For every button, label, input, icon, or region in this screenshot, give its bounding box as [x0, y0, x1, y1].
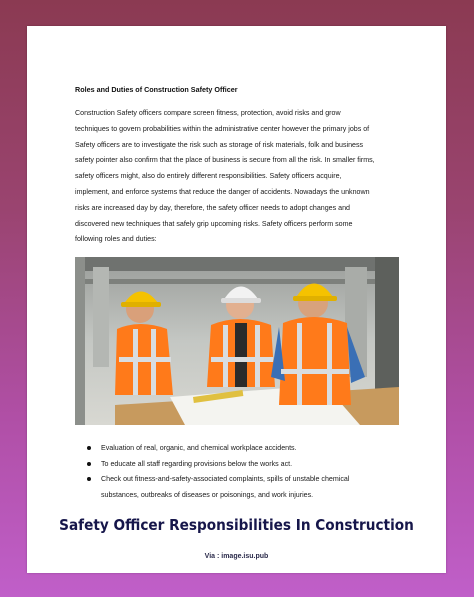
- paragraph-line: Construction Safety officers compare screen fitness, protection, avoid risks and grow: [75, 109, 341, 117]
- list-item: [85, 441, 405, 457]
- duties-list: [85, 441, 405, 503]
- paragraph-line: Safety officers are to investigate the risk such as storage of risk materials, folk and business: [75, 140, 364, 149]
- construction-workers-photo: [75, 257, 399, 425]
- paragraph-line: discovered new techniques that safely grip upcoming risks. Safety officers perform some: [75, 219, 353, 228]
- list-item-text: To educate all staff regarding provisions below the works act.: [101, 459, 293, 468]
- list-item: [85, 457, 405, 473]
- document-page: [27, 26, 446, 573]
- source-credit: Via : image.isu.pub: [204, 553, 269, 560]
- list-item-text: Evaluation of real, organic, and chemical workplace accidents.: [101, 444, 297, 452]
- paragraph-line: techniques to govern probabilities within the administrative center however the primary jobs of: [75, 124, 370, 133]
- paragraph-line: safety pointer also confirm that the place of business is secure from all the risk. In smaller firms,: [75, 156, 375, 165]
- paragraph-line: safety officers might, also do entirely different responsibilities. Safety officers acquire,: [75, 172, 342, 181]
- document-heading: Roles and Duties of Construction Safety Officer: [75, 85, 238, 94]
- bullet-icon: [87, 462, 91, 466]
- bullet-icon: [87, 477, 91, 481]
- list-item: [85, 472, 405, 488]
- list-item-continuation: substances, outbreaks of diseases or poisonings, and work injuries.: [101, 490, 314, 499]
- bullet-icon: [87, 446, 91, 450]
- paragraph-line: risks are increased day by day, therefore, the safety officer needs to adopt changes and: [75, 203, 350, 212]
- list-item-text: Check out fitness-and-safety-associated complaints, spills of unstable chemical: [101, 475, 350, 483]
- paragraph-line: implement, and enforce systems that reduce the danger of accidents. Nowadays the unknown: [75, 187, 370, 196]
- photo-illustration: [75, 257, 399, 425]
- paragraph-line: following roles and duties:: [75, 235, 157, 244]
- page-title: Safety Officer Responsibilities In Construction: [59, 516, 414, 534]
- document-paragraph: [75, 106, 407, 248]
